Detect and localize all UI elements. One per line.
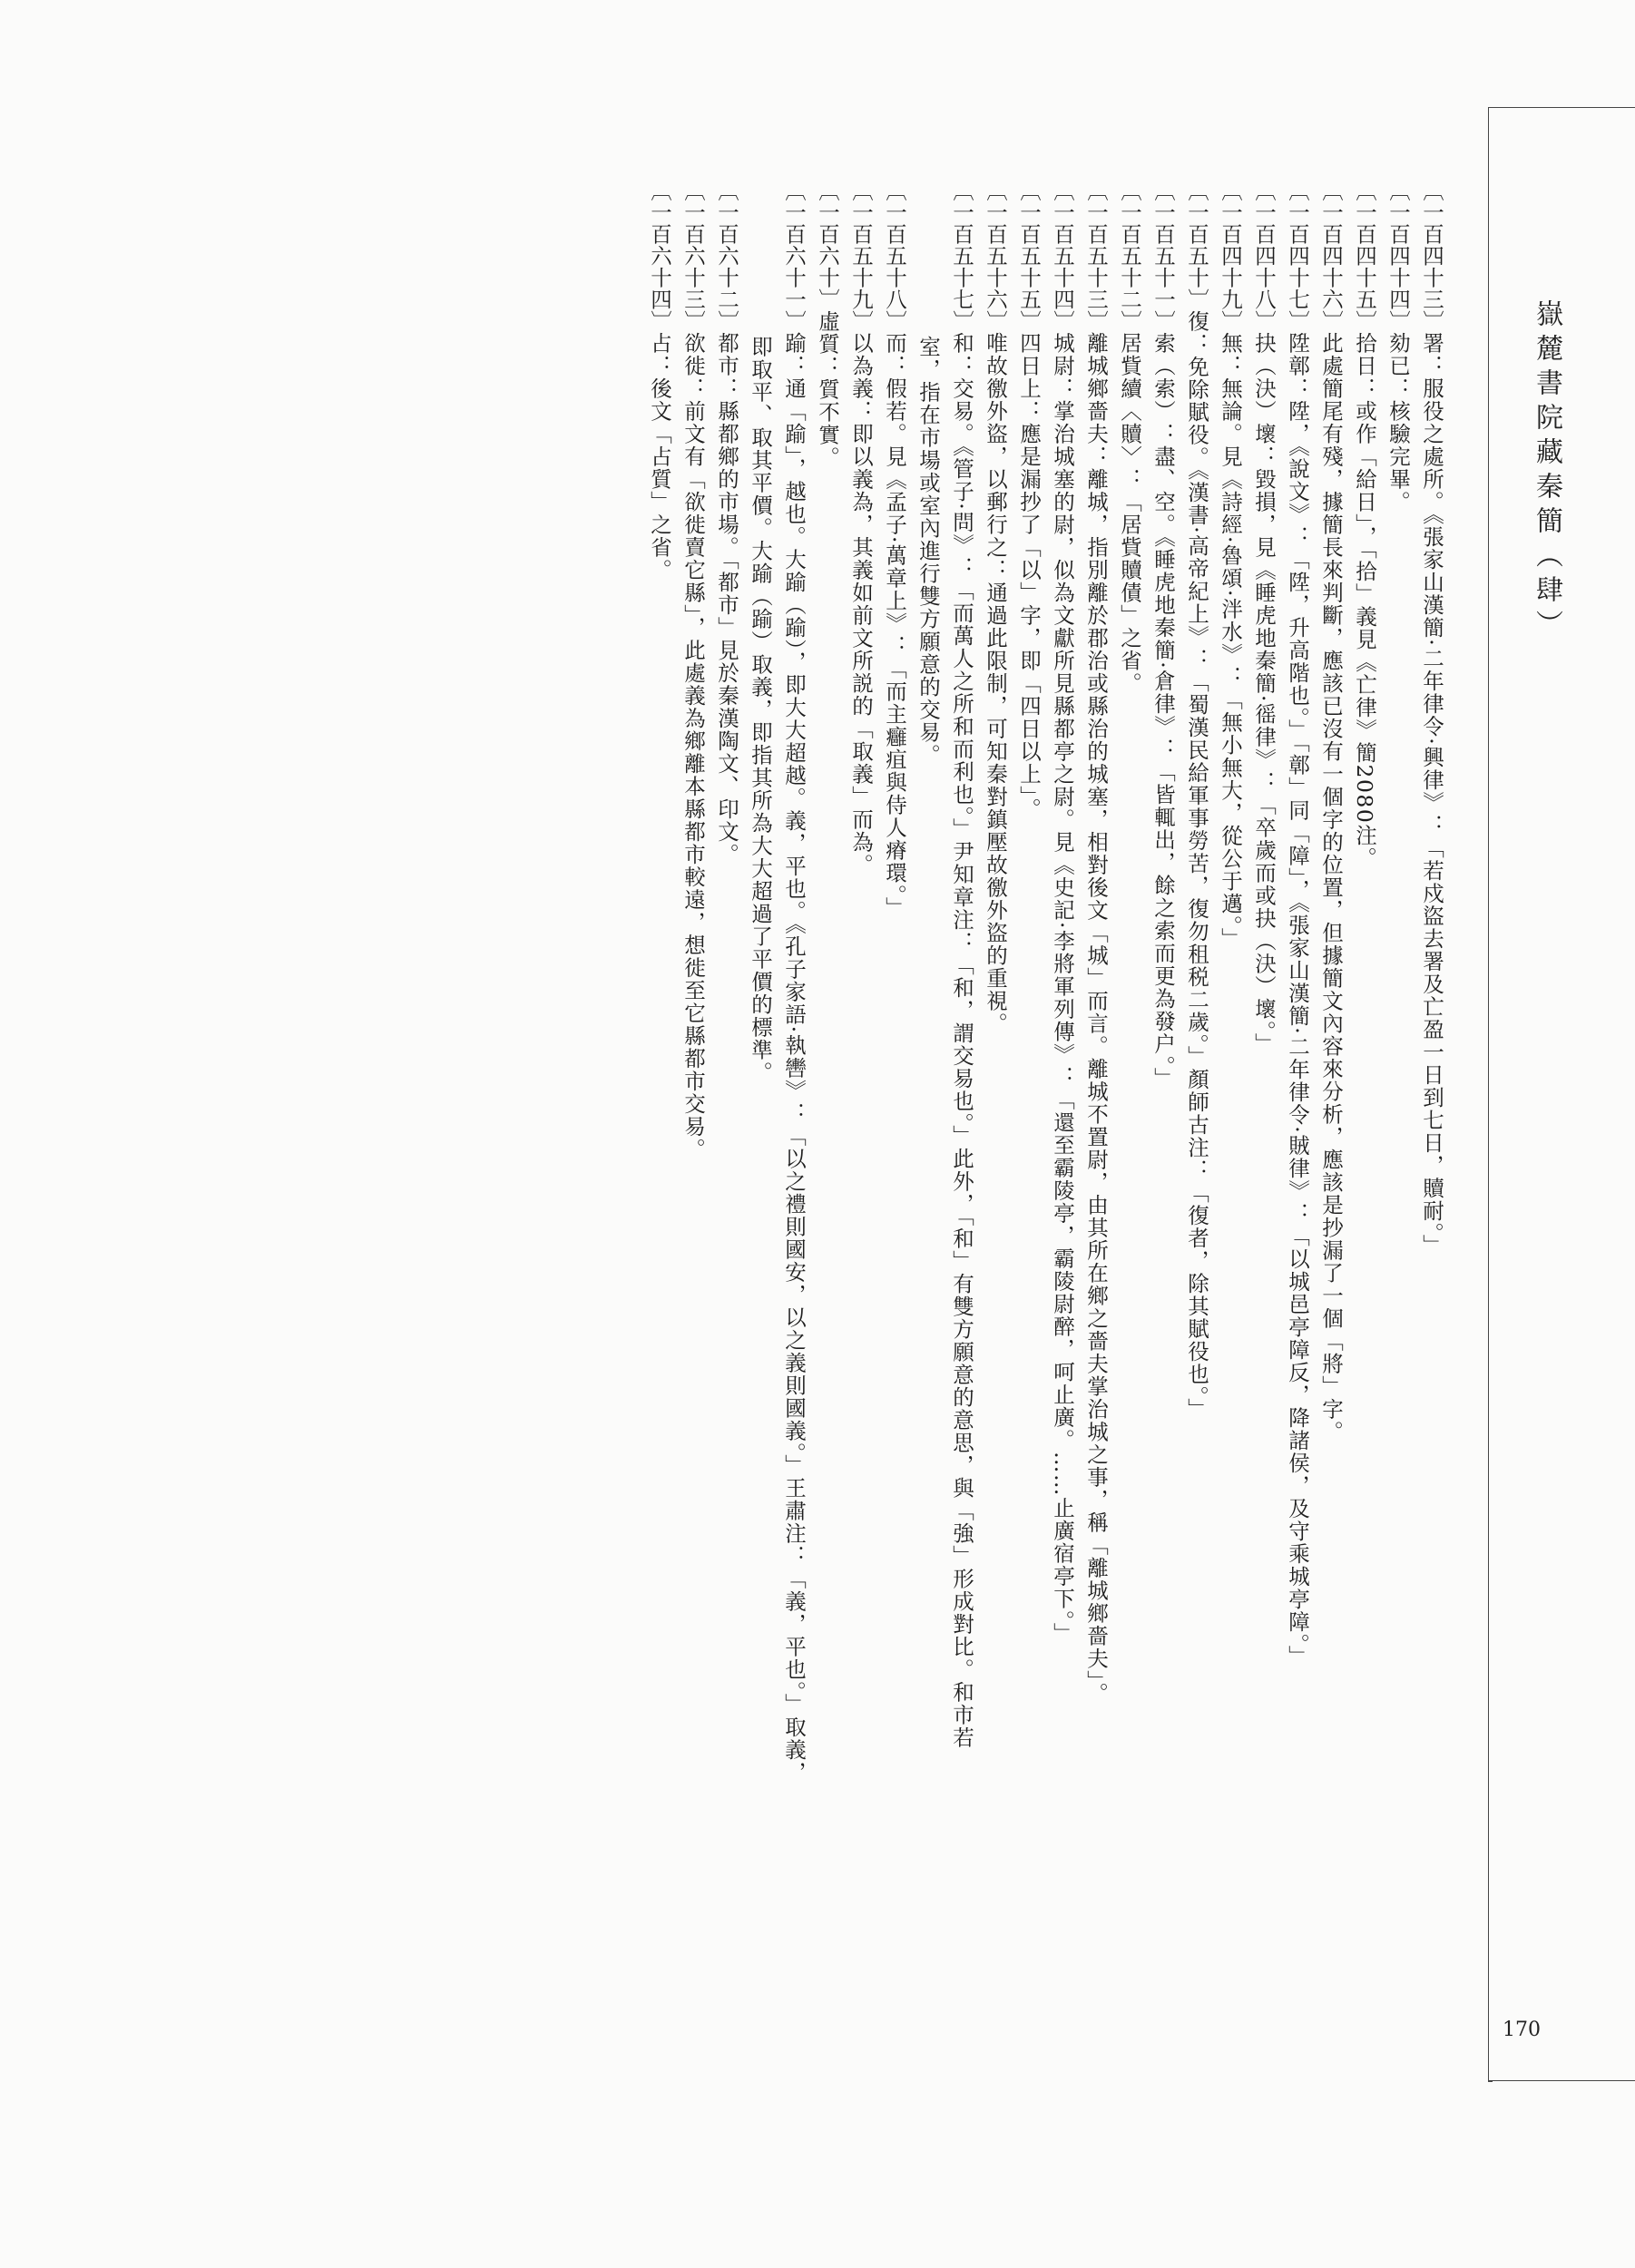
note: 〔一百五十二〕居貲續〈贖〉：「居貲贖債」之省。 — [1117, 180, 1142, 695]
note: 〔一百四十五〕拾日：或作「給日」，「拾」義見《亡律》簡2080注。 — [1352, 180, 1377, 870]
note: 〔一百四十四〕劾已：核驗完畢。 — [1385, 180, 1411, 513]
note: 〔一百五十五〕四日上：應是漏抄了「以」字，即「四日以上」。 — [1016, 180, 1042, 821]
note: 〔一百四十八〕抉（決）壞：毀損，見《睡虎地秦簡·徭律》：「卒歲而或抉（決）壞。」 — [1251, 180, 1277, 1056]
note: 〔一百五十八〕而：假若。見《孟子·萬章上》：「而主癰疽與侍人瘠環。」 — [882, 180, 907, 920]
header-rule-bottom — [1488, 2080, 1635, 2081]
note-continuation: 室，指在市場或室內進行雙方願意的交易。 — [915, 336, 941, 767]
note: 〔一百四十七〕陞鄣：陞，《說文》：「陞，升高階也。」「鄣」同「障」，《張家山漢簡·二年律令·賊律》：「以城邑亭障反，降諸侯，及守乘城亭障。」 — [1285, 180, 1310, 1668]
note: 〔一百六十四〕占：後文「占質」之省。 — [647, 180, 672, 582]
note: 〔一百四十三〕署：服役之處所。《張家山漢簡·二年律令·興律》：「若戍盜去署及亡盈一日到七日，贖耐。」 — [1419, 180, 1444, 1257]
note: 〔一百五十四〕城尉：掌治城塞的尉，似為文獻所見縣都亭之尉。見《史記·李將軍列傳》：「還至霸陵亭，霸陵尉醉，呵止廣。……止廣宿亭下。」 — [1050, 180, 1075, 1646]
note: 〔一百六十一〕踰：通「踰」，越也。大踰（踰），即大大超越。義，平也。《孔子家語·執轡》：「以之禮則國安，以之義則國義。」王肅注：「義，平也。」取義， — [781, 180, 807, 1784]
note: 〔一百五十六〕唯故徼外盜，以郵行之：通過此限制，可知秦對鎮壓故徼外盜的重視。 — [983, 180, 1008, 1035]
note: 〔一百六十二〕都市：縣都鄉的市場。「都市」見於秦漢陶文、印文。 — [714, 180, 739, 866]
note: 〔一百五十九〕以為義：即以義為，其義如前文所説的「取義」而為。 — [848, 180, 874, 876]
note: 〔一百五十七〕和：交易。《管子·問》：「而萬人之所和而利也。」尹知章注：「和，謂交易也。」此外，「和」有雙方願意的意思，與「強」形成對比。和市若 — [949, 180, 974, 1749]
notes-body — [214, 180, 1448, 2076]
header-rule — [1488, 107, 1493, 2082]
note: 〔一百四十九〕無：無論。見《詩經·魯頌·泮水》：「無小無大，從公于邁。」 — [1218, 180, 1243, 951]
note: 〔一百四十六〕此處簡尾有殘，據簡長來判斷，應該已沒有一個字的位置，但據簡文內容來分析，應該是抄漏了一個「將」字。 — [1318, 180, 1344, 1443]
note-continuation: 即取平、取其平價。大踰（踰）取義，即指其所為大大超過了平價的標準。 — [748, 336, 773, 1084]
note: 〔一百六十〕虛質：質不實。 — [815, 180, 840, 469]
note: 〔一百五十〕復：免除賦役。《漢書·高帝紀上》：「蜀漢民給軍事勞苦，復勿租税二歲。」顏師古注：「復者，除其賦役也。」 — [1184, 180, 1209, 1421]
note: 〔一百五十三〕離城鄉嗇夫：離城，指別離於郡治或縣治的城塞，相對後文「城」而言。離城不置尉，由其所在鄉之嗇夫掌治城之事，稱「離城鄉嗇夫」。 — [1083, 180, 1109, 1706]
header-rule-top — [1488, 107, 1635, 108]
note: 〔一百五十一〕索（索）：盡、空。《睡虎地秦簡·倉律》：「皆輒出，餘之索而更為發户。」 — [1150, 180, 1176, 1090]
running-title: 嶽麓書院藏秦簡（肆） — [1531, 299, 1562, 644]
page-number: 170 — [1503, 2019, 1541, 2041]
note: 〔一百六十三〕欲徙：前文有「欲徙賣它縣」，此處義為鄉離本縣都市較遠，想徙至它縣都市交易。 — [680, 180, 706, 1161]
